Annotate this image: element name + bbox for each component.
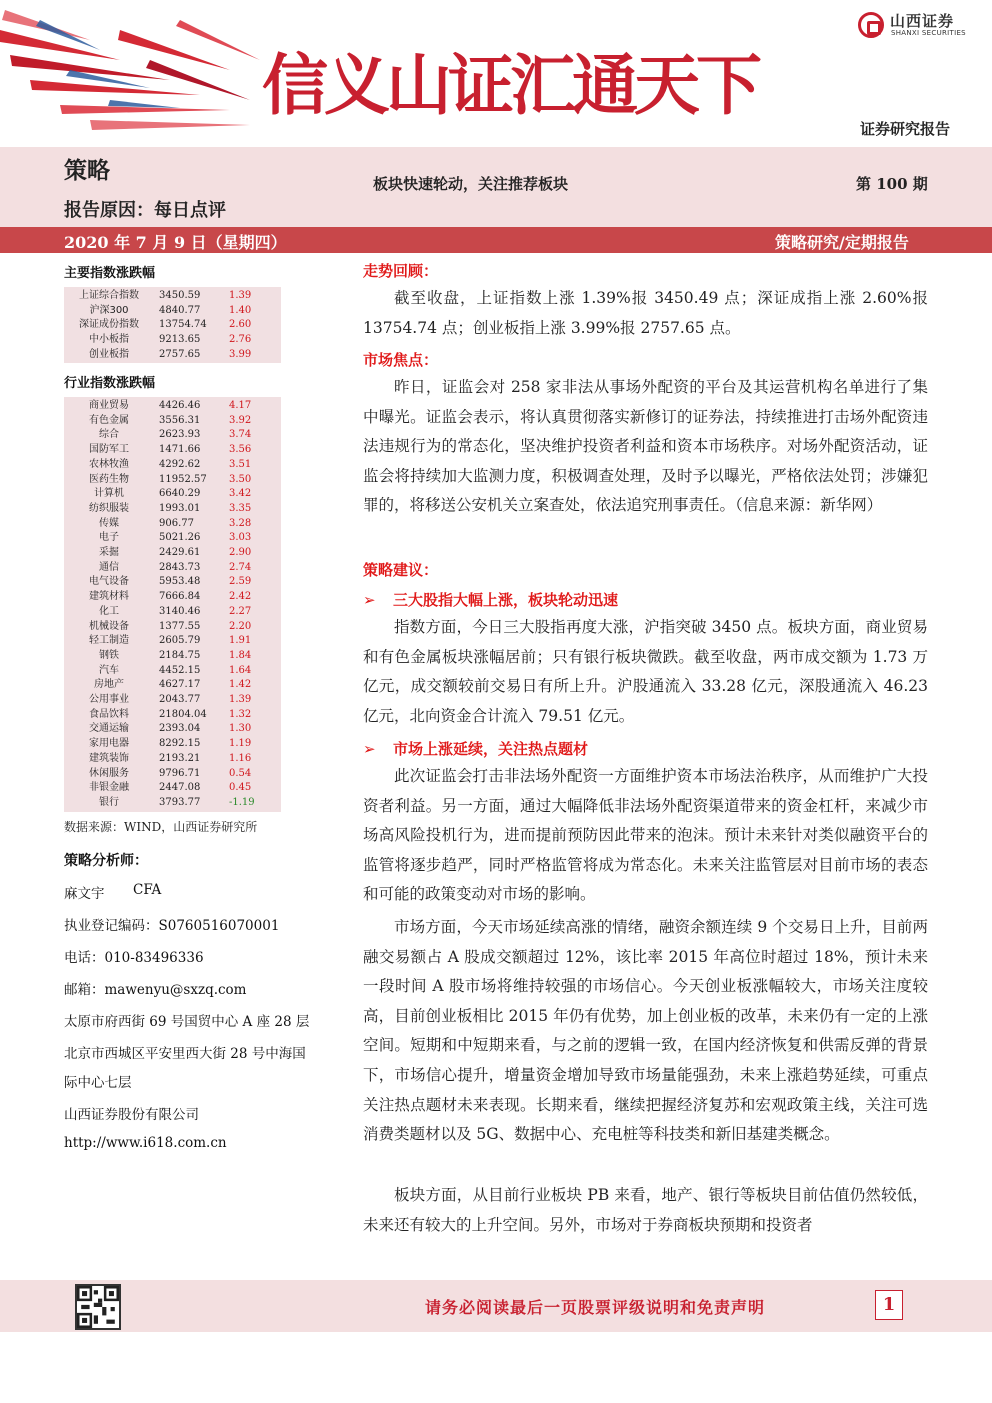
index-name: 深证成份指数 xyxy=(79,319,139,331)
index-value: 11952.57 xyxy=(159,473,207,485)
index-value: 13754.74 xyxy=(159,319,207,331)
market-review-paragraph: 截至收盘，上证指数上涨 1.39%报 3450.49 点；深证成指上涨 2.60%报 13754.74 点；创业板指上涨 3.99%报 2757.65 点。 xyxy=(363,289,928,337)
subheading-2 xyxy=(363,738,588,759)
index-change: 2.74 xyxy=(229,561,252,573)
table-row xyxy=(64,289,281,304)
index-value: 21804.04 xyxy=(159,708,207,720)
index-value: 2429.61 xyxy=(159,547,201,558)
report-title: 板块快速轮动，关注推荐板块 xyxy=(373,175,569,193)
index-name: 商业贸易 xyxy=(89,400,129,411)
index-name: 中小板指 xyxy=(89,334,129,346)
index-value: 8292.15 xyxy=(159,738,201,750)
index-name: 医药生物 xyxy=(89,473,129,485)
index-value: 5953.48 xyxy=(159,576,201,588)
table-row xyxy=(64,752,281,767)
table-row xyxy=(64,318,281,333)
table-row xyxy=(64,708,281,723)
index-value: 2447.08 xyxy=(159,782,201,794)
index-change: 2.59 xyxy=(229,576,252,588)
index-change: 3.74 xyxy=(229,429,252,441)
index-name: 非银金融 xyxy=(89,782,129,794)
index-change: 1.84 xyxy=(229,649,252,661)
index-value: 9796.71 xyxy=(159,767,201,779)
index-change: 1.91 xyxy=(229,635,252,647)
report-type: 证券研究报告 xyxy=(860,120,951,138)
index-name: 家用电器 xyxy=(89,738,129,750)
index-change: 3.56 xyxy=(229,444,252,456)
index-change: 3.03 xyxy=(229,532,252,544)
index-name: 国防军工 xyxy=(89,444,129,456)
subheading-1-text: 三大股指大幅上涨，板块轮动迅速 xyxy=(393,591,619,609)
index-change: 1.64 xyxy=(229,664,252,676)
slogan-text: 信义山证汇通天下 xyxy=(262,46,758,124)
index-change: 1.39 xyxy=(229,290,252,301)
index-change: 3.99 xyxy=(229,348,252,360)
index-change: 1.42 xyxy=(229,679,252,691)
index-value: 4426.46 xyxy=(159,400,201,411)
table-row xyxy=(64,781,281,796)
index-name: 轻工制造 xyxy=(89,635,129,647)
index-name: 交通运输 xyxy=(89,723,129,735)
index-value: 4292.62 xyxy=(159,458,201,470)
report-date: 2020 年 7 月 9 日（星期四） xyxy=(64,233,287,252)
index-change: 2.42 xyxy=(229,591,252,603)
table-row xyxy=(64,796,281,811)
index-name: 房地产 xyxy=(94,679,124,691)
qr-code-icon xyxy=(75,1284,121,1330)
index-value: 2184.75 xyxy=(159,649,201,661)
table-row xyxy=(64,590,281,605)
index-value: 2843.73 xyxy=(159,561,201,573)
index-name: 纺织服装 xyxy=(89,502,129,514)
table-row xyxy=(64,348,281,363)
index-value: 2757.65 xyxy=(159,348,201,360)
index-change: 2.90 xyxy=(229,547,252,558)
phone: 电话：010-83496336 xyxy=(64,950,204,966)
logo-icon xyxy=(858,12,884,38)
index-name: 农林牧渔 xyxy=(89,458,129,470)
index-name: 计算机 xyxy=(94,488,124,500)
index-change: 4.17 xyxy=(229,400,252,411)
main-index-table xyxy=(64,287,281,363)
index-name: 创业板指 xyxy=(89,348,129,360)
table-row xyxy=(64,428,281,443)
index-name: 汽车 xyxy=(99,664,119,676)
table-row xyxy=(64,678,281,693)
index-name: 食品饮料 xyxy=(89,708,129,720)
table-row xyxy=(64,767,281,782)
report-category: 策略 xyxy=(64,158,110,184)
index-value: 3793.77 xyxy=(159,796,201,808)
index-value: 4840.77 xyxy=(159,304,201,316)
index-value: 2623.93 xyxy=(159,429,201,441)
index-name: 公用事业 xyxy=(89,694,129,705)
index-change: -1.19 xyxy=(229,796,255,808)
report-kind: 策略研究/定期报告 xyxy=(775,233,909,252)
index-value: 1471.66 xyxy=(159,444,201,456)
table-row xyxy=(64,333,281,348)
section-market-review: 走势回顾： xyxy=(363,262,439,280)
table-row xyxy=(64,414,281,429)
analyst-title: 策略分析师： xyxy=(64,853,148,869)
disclaimer-notice: 请务必阅读最后一页股票评级说明和免责声明 xyxy=(425,1298,766,1317)
index-name: 建筑材料 xyxy=(89,591,129,603)
index-value: 2043.77 xyxy=(159,694,201,705)
subheading-2-text: 市场上涨延续，关注热点题材 xyxy=(393,740,589,758)
index-change: 1.39 xyxy=(229,694,252,705)
index-change: 0.45 xyxy=(229,782,252,794)
report-reason: 报告原因：每日点评 xyxy=(64,200,226,221)
table-row xyxy=(64,605,281,620)
logo-name: 山西证券 xyxy=(890,12,955,30)
issue-number: 第 100 期 xyxy=(856,175,928,193)
table-row xyxy=(64,487,281,502)
index-change: 1.30 xyxy=(229,723,252,735)
index-name: 电气设备 xyxy=(89,576,129,588)
arrow-bullet-icon: ➢ xyxy=(363,591,376,609)
index-name: 通信 xyxy=(99,561,119,573)
index-name: 建筑装饰 xyxy=(89,752,129,764)
table-row xyxy=(64,664,281,679)
index-value: 3450.59 xyxy=(159,290,201,301)
header-banner xyxy=(0,0,992,150)
table-row xyxy=(64,531,281,546)
index-value: 906.77 xyxy=(159,517,194,529)
index-change: 3.92 xyxy=(229,414,252,426)
section-market-focus: 市场焦点： xyxy=(363,351,439,369)
index-change: 3.35 xyxy=(229,502,252,514)
table-row xyxy=(64,473,281,488)
table-row xyxy=(64,722,281,737)
index-name: 钢铁 xyxy=(99,649,119,661)
table-row xyxy=(64,649,281,664)
address-beijing-line1: 北京市西城区平安里西大街 28 号中海国 xyxy=(64,1046,306,1062)
data-source: 数据来源：WIND，山西证券研究所 xyxy=(64,820,258,834)
subheading-1 xyxy=(363,589,618,610)
index-name: 有色金属 xyxy=(89,414,129,426)
index-value: 3140.46 xyxy=(159,605,201,617)
table-row xyxy=(64,546,281,561)
index-value: 4452.15 xyxy=(159,664,201,676)
index-name: 采掘 xyxy=(99,547,119,558)
decorative-arrows xyxy=(0,10,260,130)
index-change: 2.76 xyxy=(229,334,252,346)
strategy-paragraph-1: 指数方面，今日三大股指再度大涨，沪指突破 3450 点。板块方面，商业贸易和有色金属板块涨幅居前；只有银行板块微跌。截至收盘，两市成交额为 1.73 万亿元，成交额较前交易日有所上升。沪股通流入 33.28 亿元，深股通流入 46.23 亿元，北向资金合计流入 79.51 亿元。 xyxy=(363,618,928,725)
index-name: 沪深300 xyxy=(89,304,129,316)
strategy-paragraph-2: 此次证监会打击非法场外配资一方面维护资本市场法治秩序，从而维护广大投资者利益。另一方面，通过大幅降低非法场外配资渠道带来的资金杠杆，来减少市场高风险投机行为，进而提前预防因此带来的泡沫。预计未来针对类似融资平台的监管将逐步趋严，同时严格监管将成为常态化。未来关注监管层对目前市场的表态和可能的政策变动对市场的影响。 xyxy=(363,767,928,904)
email[interactable]: 邮箱：mawenyu@sxzq.com xyxy=(64,982,247,998)
table-row xyxy=(64,458,281,473)
index-name: 银行 xyxy=(99,796,119,808)
page-number: 1 xyxy=(875,1290,903,1320)
index-name: 电子 xyxy=(99,532,119,544)
index-change: 3.51 xyxy=(229,458,252,470)
table-row xyxy=(64,620,281,635)
table-row xyxy=(64,575,281,590)
index-value: 4627.17 xyxy=(159,679,201,691)
table-row xyxy=(64,443,281,458)
analyst-cert: CFA xyxy=(133,882,162,898)
registration-number: 执业登记编码：S0760516070001 xyxy=(64,918,280,934)
index-name: 传媒 xyxy=(99,517,119,529)
table-row xyxy=(64,693,281,708)
table-row xyxy=(64,634,281,649)
index-change: 3.28 xyxy=(229,517,252,529)
logo-english-name: SHANXI SECURITIES xyxy=(891,29,966,37)
index-value: 2193.21 xyxy=(159,752,201,764)
index-change: 1.40 xyxy=(229,304,252,316)
index-change: 1.19 xyxy=(229,738,252,750)
table-row xyxy=(64,304,281,319)
table-row xyxy=(64,737,281,752)
index-name: 机械设备 xyxy=(89,620,129,632)
table-row xyxy=(64,502,281,517)
address-taiyuan: 太原市府西街 69 号国贸中心 A 座 28 层 xyxy=(64,1014,310,1030)
table-row xyxy=(64,399,281,414)
website-link[interactable]: http://www.i618.com.cn xyxy=(64,1135,227,1151)
index-name: 化工 xyxy=(99,605,119,617)
strategy-paragraph-4: 板块方面，从目前行业板块 PB 来看，地产、银行等板块目前估值仍然较低，未来还有较大的上升空间。另外，市场对于券商板块预期和投资者 xyxy=(363,1186,928,1234)
index-change: 1.32 xyxy=(229,708,252,720)
market-focus-paragraph: 昨日，证监会对 258 家非法从事场外配资的平台及其运营机构名单进行了集中曝光。证监会表示，将认真贯彻落实新修订的证券法，持续推进打击场外配资违法违规行为的常态化，坚决维护投资者利益和资本市场秩序。对场外配资活动，证监会将持续加大监测力度，积极调查处理，及时予以曝光，严格依法处罚；涉嫌犯罪的，将移送公安机关立案查处，依法追究刑事责任。（信息来源：新华网） xyxy=(363,378,928,515)
main-index-title: 主要指数涨跌幅 xyxy=(64,266,156,281)
index-change: 1.16 xyxy=(229,752,252,764)
section-strategy-advice: 策略建议： xyxy=(363,561,439,579)
table-row xyxy=(64,517,281,532)
index-value: 1377.55 xyxy=(159,620,201,632)
index-name: 休闲服务 xyxy=(89,767,129,779)
address-beijing-line2: 际中心七层 xyxy=(64,1075,132,1091)
index-change: 2.27 xyxy=(229,605,252,617)
index-value: 5021.26 xyxy=(159,532,201,544)
table-row xyxy=(64,561,281,576)
index-value: 2605.79 xyxy=(159,635,201,647)
industry-index-table xyxy=(64,397,281,812)
analyst-name: 麻文宇 xyxy=(64,886,105,902)
index-name: 上证综合指数 xyxy=(79,290,139,301)
company-name: 山西证券股份有限公司 xyxy=(64,1107,199,1123)
index-change: 0.54 xyxy=(229,767,252,779)
index-value: 3556.31 xyxy=(159,414,201,426)
strategy-paragraph-3: 市场方面，今天市场延续高涨的情绪，融资余额连续 9 个交易日上升，目前两融交易额占 A 股成交额超过 12%，该比率 2015 年高位时超过 18%，预计未来一段时间 A 股市场将维持较强的市场信心。今天创业板涨幅较大，市场关注度较高，目前创业板相比 2015 年仍有优势，加上创业板的改革，未来仍有一定的上涨空间。短期和中短期来看，与之前的逻辑一致，在国内经济恢复和供需反弹的背景下，市场信心提升，增量资金增加导致市场量能强劲，未来上涨趋势延续，可重点关注热点题材未来表现。长期来看，继续把握经济复苏和宏观政策主线，关注可选消费类题材以及 5G、数据中心、充电桩等科技类和新旧基建类概念。 xyxy=(363,918,928,1144)
index-change: 2.20 xyxy=(229,620,252,632)
index-change: 3.42 xyxy=(229,488,252,500)
index-change: 3.50 xyxy=(229,473,252,485)
index-value: 9213.65 xyxy=(159,334,201,346)
index-value: 2393.04 xyxy=(159,723,201,735)
index-value: 7666.84 xyxy=(159,591,201,603)
arrow-bullet-icon: ➢ xyxy=(363,740,376,758)
index-change: 2.60 xyxy=(229,319,252,331)
index-value: 6640.29 xyxy=(159,488,201,500)
industry-index-title: 行业指数涨跌幅 xyxy=(64,376,156,391)
index-value: 1993.01 xyxy=(159,502,201,514)
index-name: 综合 xyxy=(99,429,119,441)
